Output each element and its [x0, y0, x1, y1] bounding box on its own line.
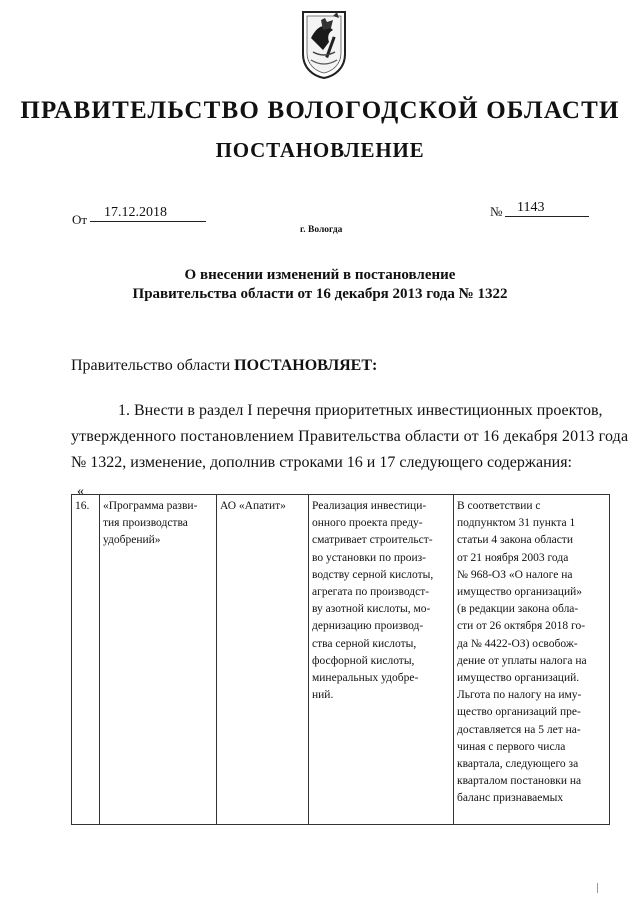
preamble-prefix: Правительство области: [71, 357, 231, 374]
description-cell: [309, 495, 454, 825]
date-label: От: [72, 212, 88, 227]
subject-line-2: Правительства области от 16 декабря 2013 года № 1322: [132, 286, 508, 302]
document-number: 1143: [505, 200, 589, 217]
paragraph-line: 1. Внести в раздел I перечня приоритетных инвестиционных проектов,: [118, 402, 603, 419]
projects-table: [71, 494, 610, 825]
row-number-cell: [72, 495, 100, 825]
table-row: [72, 495, 610, 825]
investor-name: АО «Апатит»: [220, 500, 286, 512]
project-description: Реализация инвестици- онного проекта преду- сматривает строительст- во установки по произ- водству серной кислоты, агрегата по производст- ву азотной кислоты, мо- дернизацию производ- ства серной кислоты, фосфорной кислоты, минеральных удобре- ний.: [312, 500, 434, 702]
project-name: «Программа разви- тия производства удобрений»: [103, 500, 198, 547]
opening-quote: «: [77, 484, 84, 499]
preamble: [71, 357, 377, 375]
document-date: 17.12.2018: [90, 205, 206, 222]
subject-line-1: О внесении изменений в постановление: [184, 267, 456, 283]
investor-cell: [217, 495, 309, 825]
paragraph-line: № 1322, изменение, дополнив строками 16 и 17 следующего содержания:: [71, 454, 572, 471]
project-name-cell: [100, 495, 217, 825]
organization-title: ПРАВИТЕЛЬСТВО ВОЛОГОДСКОЙ ОБЛАСТИ: [20, 97, 620, 124]
paragraph-line: утвержденного постановлением Правительства области от 16 декабря 2013 года: [71, 428, 629, 445]
row-number: 16.: [75, 500, 90, 512]
city-label: г. Вологда: [300, 225, 343, 235]
support-measures-cell: [454, 495, 610, 825]
number-label: №: [490, 204, 503, 219]
preamble-emphasis: ПОСТАНОВЛЯЕТ:: [234, 357, 378, 374]
scan-margin-mark: [597, 883, 598, 893]
coat-of-arms-icon: [299, 8, 349, 80]
support-measures: В соответствии с подпунктом 31 пункта 1 статьи 4 закона области от 21 ноября 2003 года № 968-ОЗ «О налоге на имущество организаций» (в редакции закона обла- сти от 26 октября 2018 го- да № 4422-ОЗ) освобож- дение от уплаты налога на имущество организаций. Льгота по налогу на иму- щество организаций пре- доставляется на 5 лет на- чиная с первого числа квартала, следующего за кварталом постановки на баланс признаваемых: [457, 500, 587, 805]
document-type: ПОСТАНОВЛЕНИЕ: [215, 138, 425, 162]
